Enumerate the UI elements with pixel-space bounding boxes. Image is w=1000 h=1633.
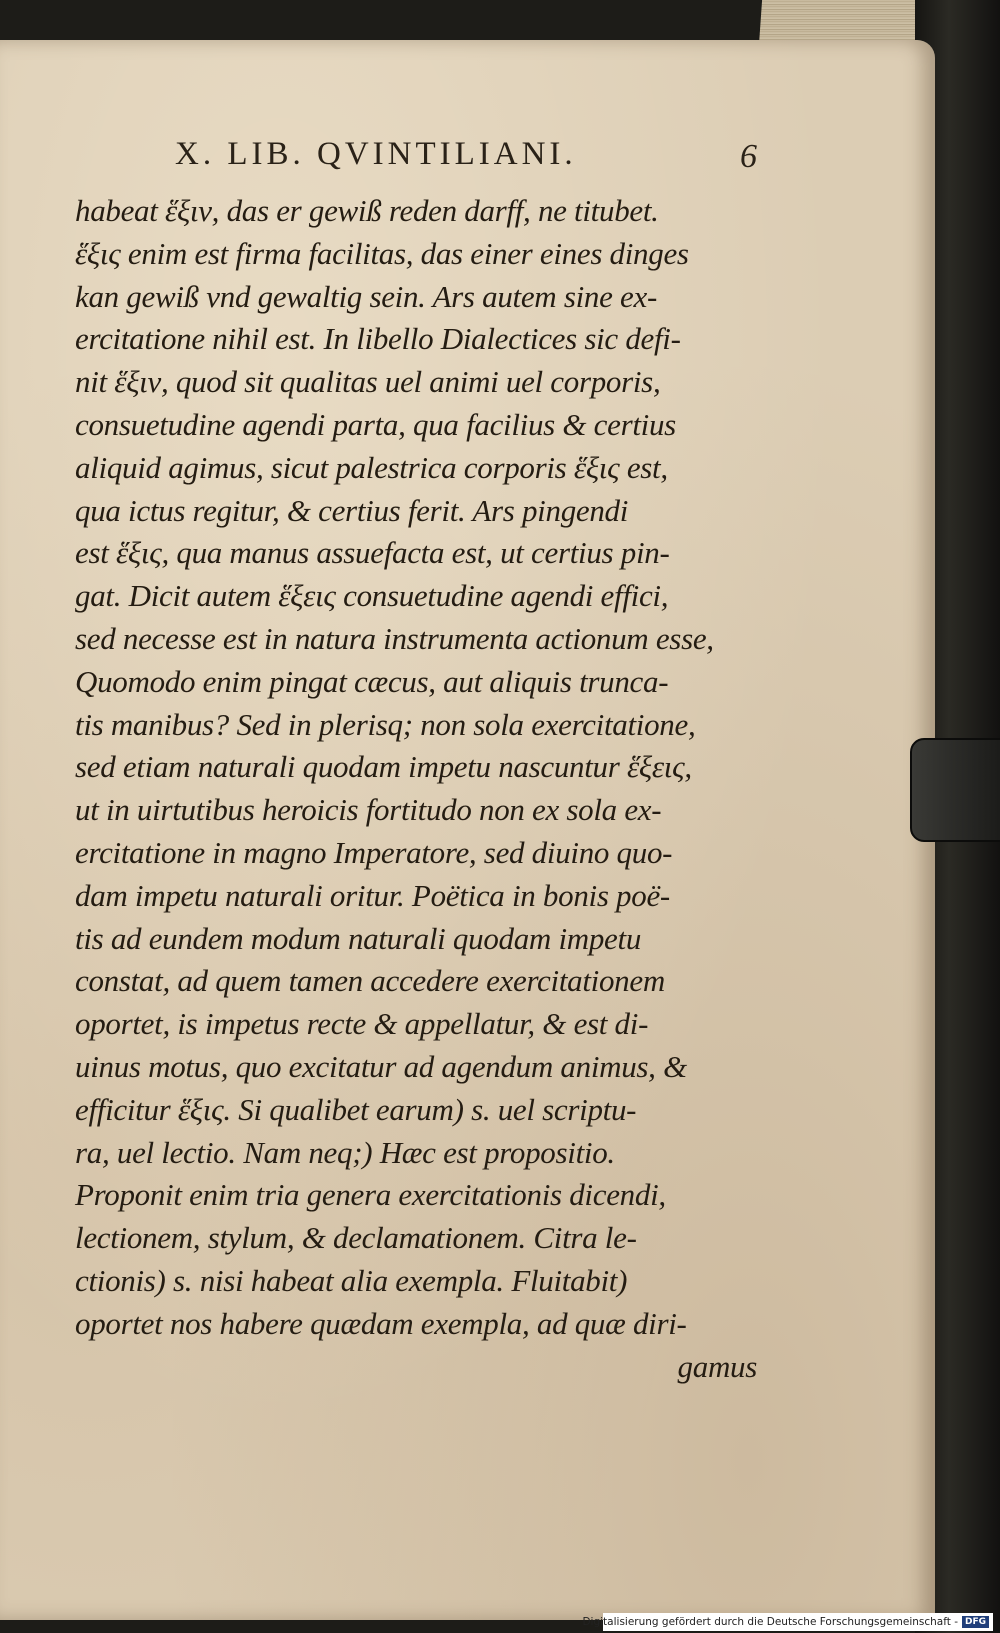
text-line: sed etiam naturali quodam impetu nascuntur ἕξεις, [75, 749, 692, 785]
text-line: lectionem, stylum, & declamationem. Citra le- [75, 1220, 637, 1256]
body-text [75, 190, 765, 1388]
text-line: qua ictus regitur, & certius ferit. Ars pingendi [75, 492, 629, 528]
text-line: tis manibus? Sed in plerisq; non sola exercitatione, [75, 706, 696, 742]
digitization-footer [582, 1613, 993, 1631]
text-line: consuetudine agendi parta, qua facilius & certius [75, 406, 676, 442]
text-line: ἕξις enim est firma facilitas, das einer eines dinges [75, 235, 689, 271]
text-line: efficitur ἕξις. Si qualibet earum) s. uel scriptu- [75, 1091, 637, 1127]
text-line: sed necesse est in natura instrumenta actionum esse, [75, 620, 714, 656]
text-line: uinus motus, quo excitatur ad agendum animus, & [75, 1048, 687, 1084]
text-line: dam impetu naturali oritur. Poëtica in bonis poë- [75, 877, 670, 913]
running-title: X. LIB. QVINTILIANI. [175, 136, 577, 172]
text-line: ercitatione in magno Imperatore, sed diuino quo- [75, 834, 673, 870]
book-clasp [910, 738, 1000, 842]
catchword: gamus [677, 1348, 757, 1384]
text-line: habeat ἕξιν, das er gewiß reden darff, ne titubet. [75, 193, 659, 228]
text-line: ercitatione nihil est. In libello Dialectices sic defi- [75, 321, 681, 357]
text-line: oportet, is impetus recte & appellatur, & est di- [75, 1006, 649, 1042]
footer-credit: Digitalisierung gefördert durch die Deutsche Forschungsgemeinschaft - [582, 1616, 958, 1628]
text-line: kan gewiß vnd gewaltig sein. Ars autem sine ex- [75, 278, 657, 314]
text-line: tis ad eundem modum naturali quodam impetu [75, 920, 642, 956]
dfg-logo: DFG [962, 1616, 989, 1628]
page-number: 6 [740, 138, 757, 175]
text-line: est ἕξις, qua manus assuefacta est, ut certius pin- [75, 535, 670, 571]
text-line: Quomodo enim pingat cæcus, aut aliquis trunca- [75, 663, 669, 699]
text-line: nit ἕξιν, quod sit qualitas uel animi uel corporis, [75, 364, 661, 400]
text-line: constat, ad quem tamen accedere exercitationem [75, 963, 665, 999]
page-header [175, 136, 775, 182]
text-line: oportet nos habere quædam exempla, ad quæ diri- [75, 1305, 687, 1341]
text-line: gat. Dicit autem ἕξεις consuetudine agendi effici, [75, 578, 669, 614]
text-line: ctionis) s. nisi habeat alia exempla. Fluitabit) [75, 1262, 628, 1298]
text-line: Proponit enim tria genera exercitationis dicendi, [75, 1177, 666, 1213]
text-line: ut in uirtutibus heroicis fortitudo non ex sola ex- [75, 792, 662, 828]
text-line: ra, uel lectio. Nam neq;) Hæc est propositio. [75, 1134, 615, 1170]
text-line: aliquid agimus, sicut palestrica corporis ἕξις est, [75, 449, 668, 485]
